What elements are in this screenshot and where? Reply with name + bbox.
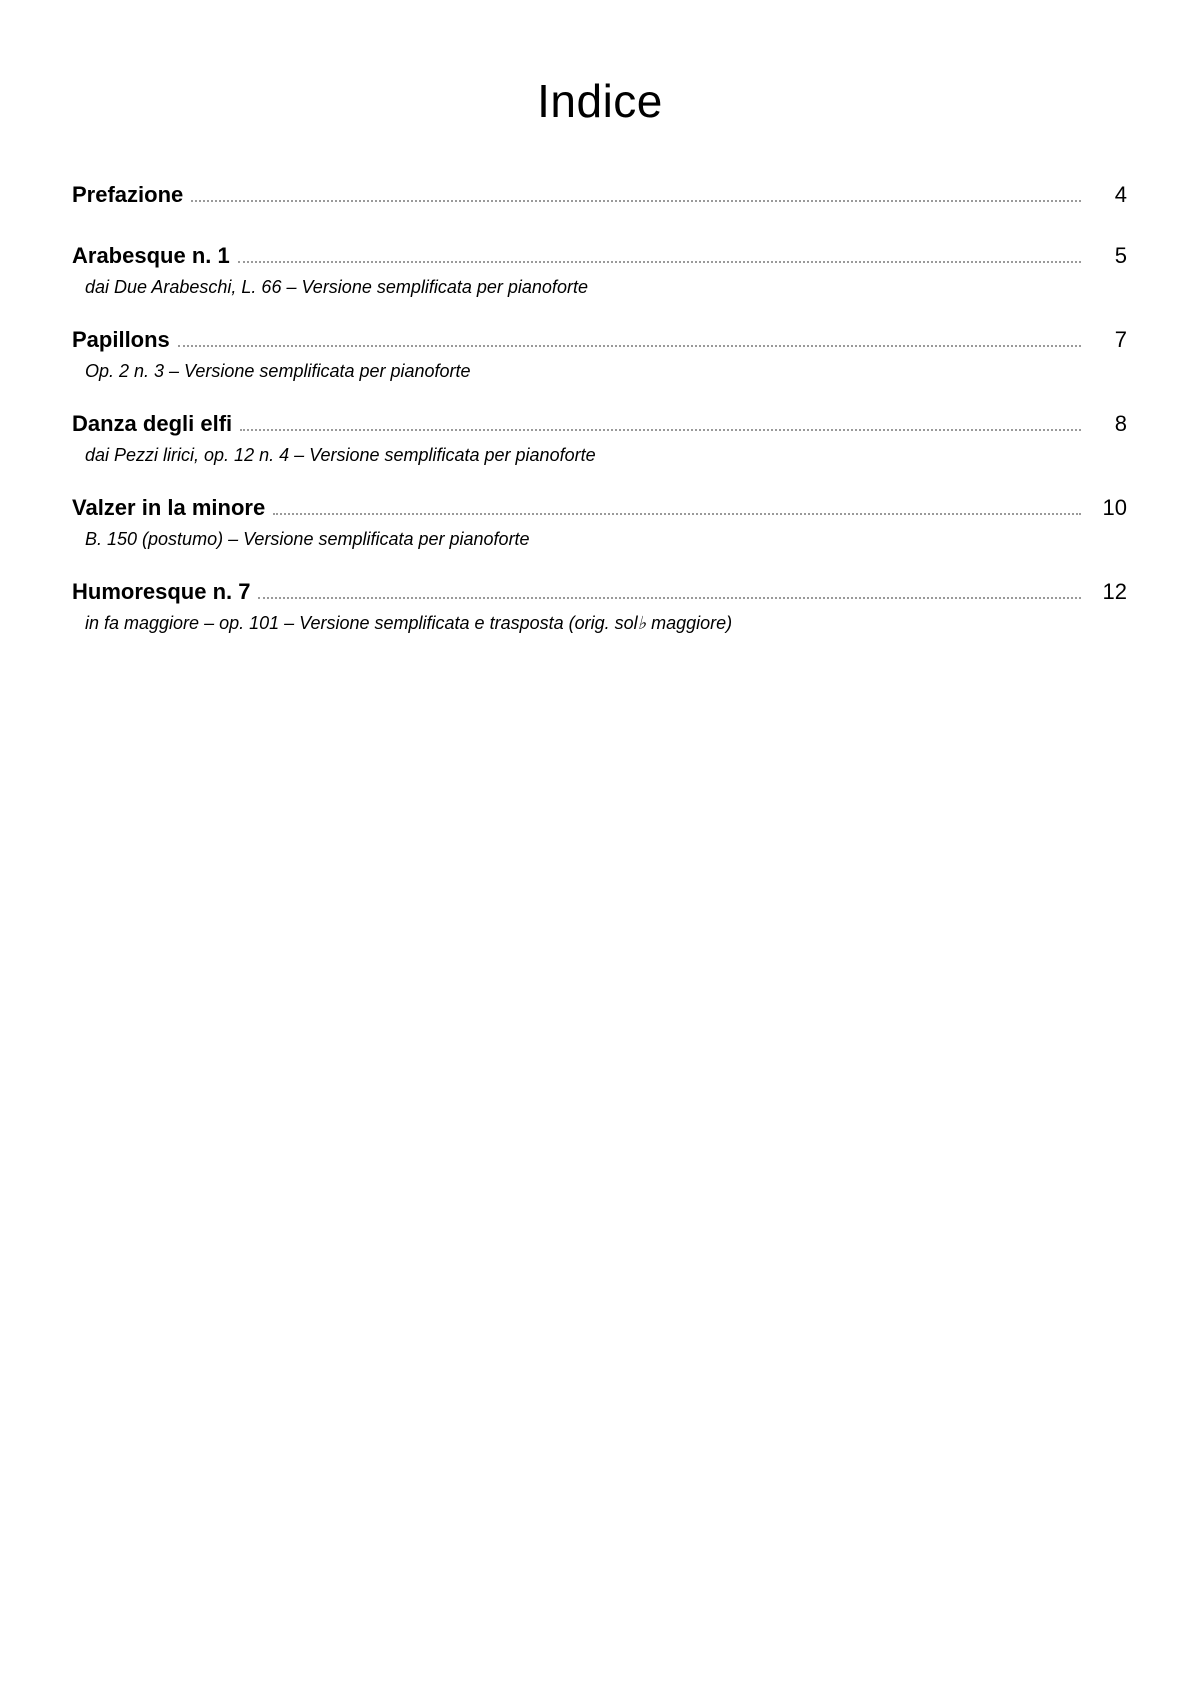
toc-page-number: 8 [1114, 411, 1127, 436]
toc-entry-title: Arabesque n. 1 [72, 243, 230, 268]
toc-entry-prefazione[interactable] [72, 182, 1127, 214]
page-title: Indice [537, 75, 663, 127]
toc-entry-subtitle: dai Due Arabeschi, L. 66 – Versione semplificata per pianoforte [85, 277, 588, 297]
toc-dot-leader [178, 345, 1081, 347]
toc-entry-arabesque[interactable] [72, 243, 1127, 298]
toc-entry-subtitle: in fa maggiore – op. 101 – Versione semplificata e trasposta (orig. sol♭ maggiore) [85, 613, 733, 633]
toc-entry-valzer[interactable] [72, 495, 1127, 550]
toc-entry-papillons[interactable] [72, 327, 1127, 382]
toc-row [72, 495, 1127, 527]
toc-row [72, 327, 1127, 359]
toc-entry-subtitle: dai Pezzi lirici, op. 12 n. 4 – Versione semplificata per pianoforte [85, 445, 596, 465]
toc-row [72, 411, 1127, 443]
toc-page-number: 12 [1102, 579, 1127, 604]
toc-dot-leader [273, 513, 1081, 515]
toc-entry-title: Valzer in la minore [72, 495, 266, 520]
toc-page-number: 7 [1114, 327, 1127, 352]
toc-entry-subtitle: Op. 2 n. 3 – Versione semplificata per pianoforte [85, 361, 471, 381]
toc-entry-humoresque[interactable] [72, 579, 1127, 634]
toc-entry-subtitle: B. 150 (postumo) – Versione semplificata per pianoforte [85, 529, 530, 549]
toc-page-number: 5 [1114, 243, 1127, 268]
toc-entry-title: Papillons [72, 327, 170, 352]
toc-entry-title: Danza degli elfi [72, 411, 233, 436]
toc-entry-title: Humoresque n. 7 [72, 579, 251, 604]
toc-page-number: 10 [1102, 495, 1127, 520]
table-of-contents [72, 182, 1127, 663]
toc-dot-leader [258, 597, 1081, 599]
toc-row [72, 579, 1127, 611]
toc-page-number: 4 [1114, 182, 1127, 207]
toc-row [72, 243, 1127, 275]
toc-entry-title: Prefazione [72, 182, 184, 207]
toc-entry-danza-degli-elfi[interactable] [72, 411, 1127, 466]
toc-dot-leader [238, 261, 1081, 263]
toc-dot-leader [240, 429, 1081, 431]
toc-dot-leader [191, 200, 1081, 202]
toc-row [72, 182, 1127, 214]
